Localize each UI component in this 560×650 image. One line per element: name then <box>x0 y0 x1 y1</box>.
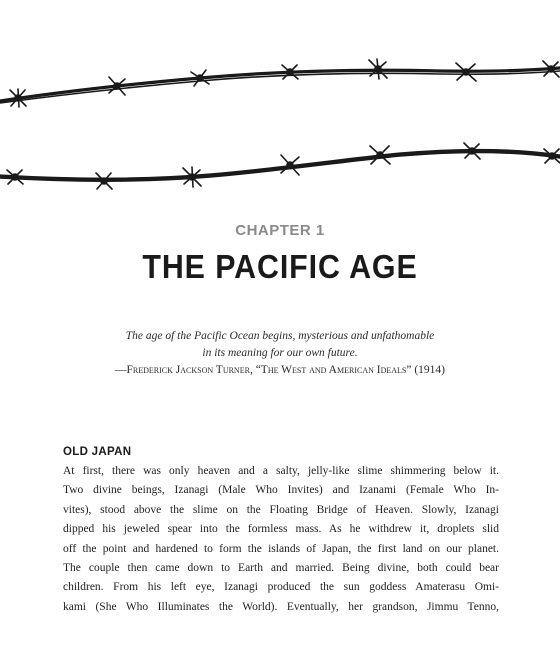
body-line: kami (She Who Illuminates the World). Eventually, her grandson, Jimmu Tenno, <box>63 600 499 613</box>
body-line: children. From his left eye, Izanagi produced the sun goddess Amaterasu Omi- <box>63 581 499 594</box>
body-line: dipped his jeweled spear into the formless mass. As he withdrew it, droplets slid <box>63 523 499 536</box>
epigraph-year: (1914) <box>414 364 446 376</box>
epigraph-attribution: —Frederick Jackson Turner, “The West and American Ideals” (1914) <box>114 364 446 376</box>
chapter-label: CHAPTER 1 <box>235 222 325 239</box>
epigraph-line: in its meaning for our own future. <box>202 347 358 359</box>
epigraph-author: Frederick Jackson Turner <box>126 364 250 376</box>
body-line: Two divine beings, Izanagi (Male Who Invites) and Izanami (Female Who In- <box>63 484 499 497</box>
body-paragraph <box>63 462 499 617</box>
section-heading: OLD JAPAN <box>63 446 132 458</box>
epigraph-work: “The West and American Ideals” <box>255 364 412 376</box>
attribution-dash: — <box>114 364 127 376</box>
body-line: off the point and hardened to form the islands of Japan, the first land on our planet. <box>63 542 499 555</box>
barbed-wire-strand <box>0 71 560 103</box>
body-line: vites), stood above the slime on the Floating Bridge of Heaven. Slowly, Izanagi <box>63 503 499 516</box>
body-line: At first, there was only heaven and a salty, jelly-like slime shimmering below it. <box>63 465 499 477</box>
body-line: The couple then came down to Earth and married. Being divine, both could bear <box>63 562 499 575</box>
epigraph-line: The age of the Pacific Ocean begins, mysterious and unfathomable <box>125 330 435 342</box>
barbed-wire-icon <box>0 40 560 200</box>
epigraph <box>0 328 560 379</box>
barbed-wire-strand <box>0 68 560 101</box>
chapter-title: THE PACIFIC AGE <box>142 248 418 285</box>
